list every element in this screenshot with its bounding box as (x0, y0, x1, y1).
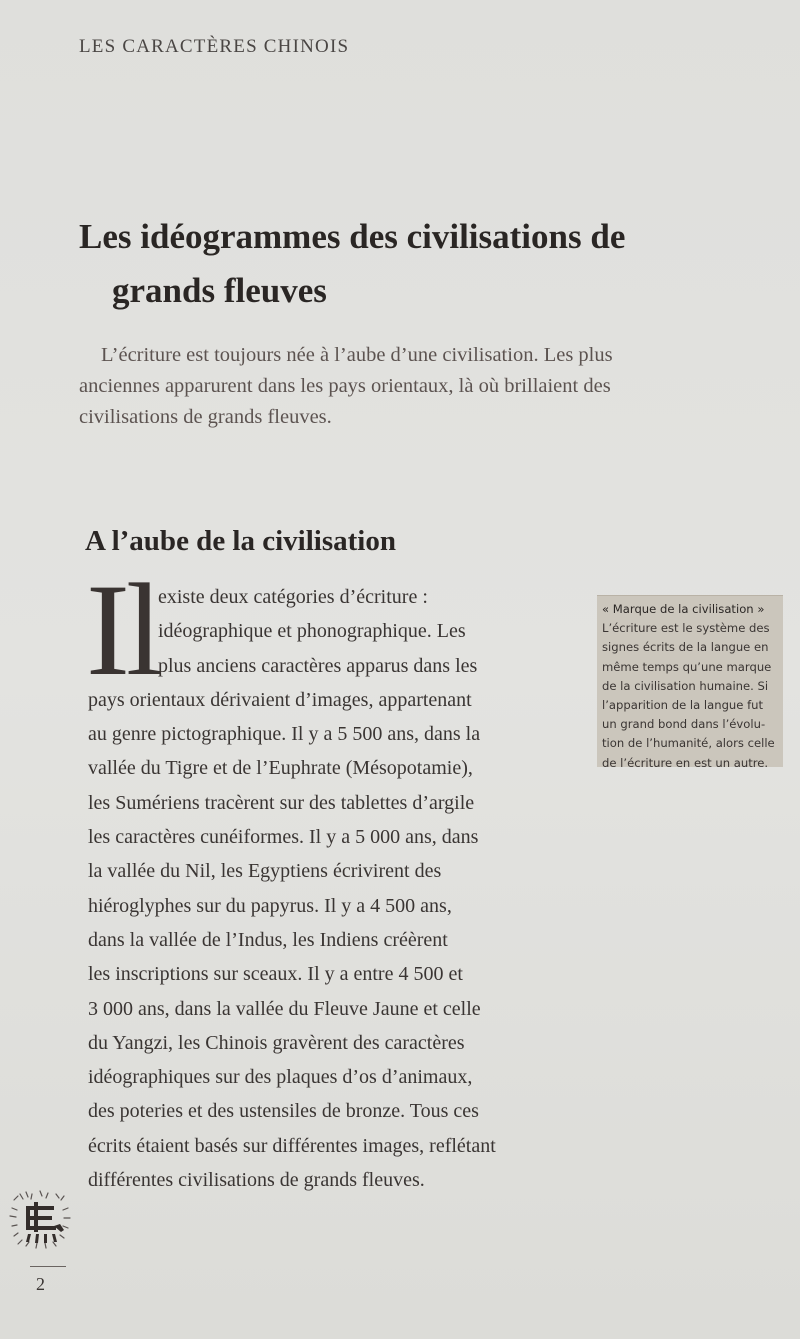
sidebar-line: même temps qu’une marque (602, 659, 772, 674)
body-line: idéographique et phonographique. Les (158, 620, 466, 643)
body-paragraph (88, 580, 588, 1197)
body-line: 3 000 ans, dans la vallée du Fleuve Jaune et celle (88, 997, 481, 1020)
horse-pictograph-icon (6, 1186, 76, 1254)
body-line: existe deux catégories d’écriture : (158, 586, 428, 608)
sidebar-title: « Marque de la civilisation » (602, 602, 765, 616)
intro-line: anciennes apparurent dans les pays orientaux, là où brillaient des (79, 375, 611, 397)
drop-cap: Il (86, 556, 159, 703)
body-line: au genre pictographique. Il y a 5 500 ans, dans la (88, 723, 481, 746)
body-line: idéographiques sur des plaques d’os d’animaux, (88, 1066, 473, 1089)
intro-line: L’écriture est toujours née à l’aube d’une civilisation. Les plus (101, 344, 613, 366)
body-line: dans la vallée de l’Indus, les Indiens créèrent (88, 928, 448, 951)
body-line: des poteries et des ustensiles de bronze. Tous ces (88, 1100, 479, 1123)
page-number: 2 (36, 1274, 45, 1294)
sidebar-line: un grand bond dans l’évolu- (602, 717, 766, 732)
body-line: vallée du Tigre et de l’Euphrate (Mésopotamie), (88, 757, 473, 780)
footer-divider (30, 1266, 66, 1267)
sidebar-line: l’apparition de la langue fut (602, 698, 764, 713)
body-line: les Sumériens tracèrent sur des tablettes d’argile (88, 791, 475, 814)
body-line: du Yangzi, les Chinois gravèrent des caractères (88, 1031, 465, 1054)
section-title: A l’aube de la civilisation (85, 525, 396, 557)
body-line: pays orientaux dérivaient d’images, appartenant (88, 688, 472, 711)
body-line: la vallée du Nil, les Egyptiens écrivirent des (88, 860, 442, 883)
body-line: les caractères cunéiformes. Il y a 5 000 ans, dans (88, 826, 479, 849)
body-line: écrits étaient basés sur différentes images, reflétant (88, 1134, 496, 1157)
intro-line: civilisations de grands fleuves. (79, 406, 332, 428)
body-line: plus anciens caractères apparus dans les (158, 654, 478, 677)
sidebar-line: signes écrits de la langue en (602, 640, 769, 655)
sidebar-line: tion de l’humanité, alors celle (602, 736, 775, 751)
body-line: différentes civilisations de grands fleuves. (88, 1169, 425, 1192)
sidebar-note (597, 595, 783, 770)
chapter-title (79, 210, 739, 318)
running-head: LES CARACTÈRES CHINOIS (79, 36, 350, 57)
body-line: les inscriptions sur sceaux. Il y a entre 4 500 et (88, 963, 463, 986)
intro-paragraph (79, 340, 719, 433)
chapter-title-line-1: Les idéogrammes des civilisations de (79, 217, 626, 256)
sidebar-line: de la civilisation humaine. Si (602, 678, 769, 693)
chapter-title-line-2: grands fleuves (112, 271, 327, 310)
body-line: hiéroglyphes sur du papyrus. Il y a 4 500 ans, (88, 894, 452, 917)
sidebar-line: L’écriture est le système des (602, 621, 770, 636)
sidebar-line: de l’écriture en est un autre. (602, 755, 769, 770)
